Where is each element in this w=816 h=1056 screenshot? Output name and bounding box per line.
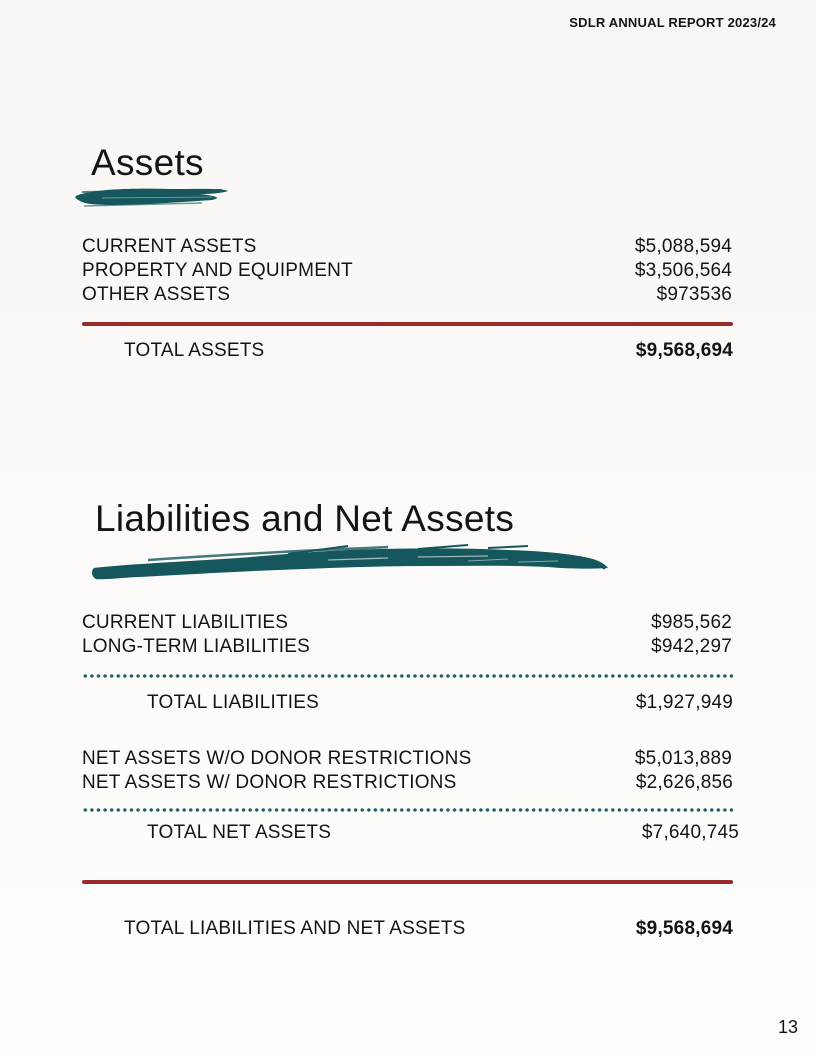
net-assets-without-restrictions-label: NET ASSETS W/O DONOR RESTRICTIONS	[82, 748, 472, 769]
assets-brush-stroke	[72, 183, 232, 211]
current-assets-value: $5,088,594	[634, 236, 732, 257]
total-assets-value: $9,568,694	[635, 340, 733, 361]
total-net-assets-value: $7,640,745	[641, 822, 739, 843]
current-assets-label: CURRENT ASSETS	[82, 236, 257, 257]
total-liabilities-value: $1,927,949	[635, 692, 733, 713]
net-assets-with-restrictions-label: NET ASSETS W/ DONOR RESTRICTIONS	[82, 772, 457, 793]
assets-heading: Assets	[91, 142, 204, 183]
liabilities-dotted-divider	[82, 674, 733, 678]
long-term-liabilities-value: $942,297	[651, 636, 732, 657]
total-net-assets-label: TOTAL NET ASSETS	[147, 822, 332, 843]
liabilities-heading: Liabilities and Net Assets	[95, 498, 515, 539]
liabilities-brush-stroke	[88, 542, 613, 586]
other-assets-value: $973536	[656, 284, 732, 305]
total-liabilities-label: TOTAL LIABILITIES	[147, 692, 319, 713]
long-term-liabilities-label: LONG-TERM LIABILITIES	[82, 636, 311, 657]
net-assets-with-restrictions-value: $2,626,856	[635, 772, 733, 793]
grand-total-divider	[82, 880, 733, 884]
property-equipment-value: $3,506,564	[634, 260, 732, 281]
current-liabilities-label: CURRENT LIABILITIES	[82, 612, 289, 633]
total-assets-label: TOTAL ASSETS	[124, 340, 265, 361]
net-assets-dotted-divider	[82, 808, 733, 812]
total-liabilities-net-assets-value: $9,568,694	[635, 918, 733, 939]
report-header: SDLR ANNUAL REPORT 2023/24	[569, 15, 776, 30]
current-liabilities-value: $985,562	[651, 612, 732, 633]
property-equipment-label: PROPERTY AND EQUIPMENT	[82, 260, 353, 281]
total-liabilities-net-assets-label: TOTAL LIABILITIES AND NET ASSETS	[124, 918, 466, 939]
other-assets-label: OTHER ASSETS	[82, 284, 231, 305]
assets-divider	[82, 322, 733, 326]
net-assets-without-restrictions-value: $5,013,889	[634, 748, 732, 769]
page-number: 13	[777, 1017, 798, 1037]
